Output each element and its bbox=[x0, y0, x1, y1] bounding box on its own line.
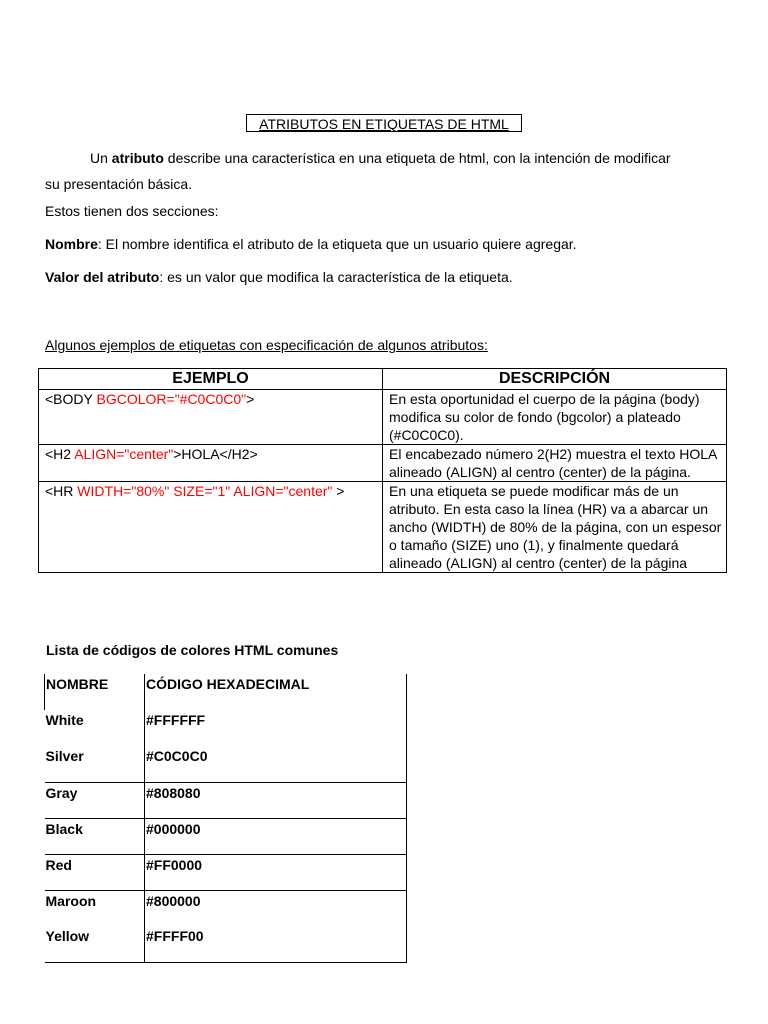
example-attribute: BGCOLOR="#C0C0C0" bbox=[96, 391, 247, 407]
colors-header-row bbox=[45, 674, 407, 710]
table-row bbox=[45, 854, 407, 890]
example-description-cell: En una etiqueta se puede modificar más de un atributo. En esta caso la línea (HR) va a abarcar un ancho (WIDTH) de 80% de la página, con un espesor o tamaño (SIZE) uno (1), y finalmente quedará alineado (ALIGN) al centro (center) de la página bbox=[383, 482, 727, 573]
intro-line-2: su presentación básica. bbox=[45, 176, 193, 192]
intro-line-1 bbox=[90, 149, 671, 167]
colors-header-codigo: CÓDIGO HEXADECIMAL bbox=[145, 674, 407, 710]
example-tag-open: <BODY bbox=[45, 391, 97, 407]
example-code-cell bbox=[39, 445, 383, 482]
nombre-text: : El nombre identifica el atributo de la etiqueta que un usuario quiere agregar. bbox=[97, 236, 577, 252]
table-row bbox=[45, 710, 407, 746]
color-code-cell: #FF0000 bbox=[145, 854, 407, 890]
color-code-cell: #FFFFFF bbox=[145, 710, 407, 746]
sections-line: Estos tienen dos secciones: bbox=[45, 203, 219, 219]
colors-table bbox=[44, 674, 407, 963]
example-code-cell bbox=[39, 482, 383, 573]
table-row bbox=[39, 445, 727, 482]
table-row bbox=[45, 926, 407, 962]
table-row bbox=[39, 390, 727, 445]
table-row bbox=[45, 746, 407, 782]
examples-header-ejemplo: EJEMPLO bbox=[39, 369, 383, 390]
example-attribute: WIDTH="80%" SIZE="1" ALIGN="center" bbox=[77, 483, 333, 499]
color-name-cell: Red bbox=[45, 854, 145, 890]
color-code-cell: #C0C0C0 bbox=[145, 746, 407, 782]
intro-suffix: describe una característica en una etiqueta de html, con la intención de modificar bbox=[163, 150, 671, 166]
document-title: ATRIBUTOS EN ETIQUETAS DE HTML bbox=[246, 114, 522, 132]
colors-header-nombre: NOMBRE bbox=[45, 674, 145, 710]
color-name-cell: Silver bbox=[45, 746, 145, 782]
color-code-cell: #800000 bbox=[145, 890, 407, 926]
nombre-label: Nombre bbox=[45, 236, 98, 252]
color-name-cell: Gray bbox=[45, 782, 145, 818]
color-name-cell: White bbox=[45, 712, 84, 728]
intro-bold-term: atributo bbox=[111, 150, 164, 166]
color-code-cell: #000000 bbox=[145, 818, 407, 854]
example-tag-close: > bbox=[332, 483, 345, 499]
color-name-cell: Maroon bbox=[45, 892, 97, 909]
table-row bbox=[45, 890, 407, 926]
color-code-cell: #808080 bbox=[145, 782, 407, 818]
example-code-cell bbox=[39, 390, 383, 445]
valor-label: Valor del atributo bbox=[45, 269, 160, 285]
example-attribute: ALIGN="center" bbox=[74, 446, 174, 462]
nombre-definition bbox=[45, 235, 577, 253]
table-row bbox=[45, 782, 407, 818]
valor-text: : es un valor que modifica la característica de la etiqueta. bbox=[159, 269, 513, 285]
example-tag-open: <HR bbox=[45, 483, 78, 499]
table-row bbox=[39, 482, 727, 573]
example-tag-close: >HOLA</H2> bbox=[173, 446, 258, 462]
intro-prefix: Un bbox=[90, 150, 112, 166]
colors-heading: Lista de códigos de colores HTML comunes bbox=[46, 642, 339, 658]
example-description-cell: El encabezado número 2(H2) muestra el texto HOLA alineado (ALIGN) al centro (center) de la página. bbox=[383, 445, 727, 482]
examples-table bbox=[38, 368, 727, 573]
table-row bbox=[45, 818, 407, 854]
example-tag-open: <H2 bbox=[45, 446, 75, 462]
example-description-cell: En esta oportunidad el cuerpo de la página (body) modifica su color de fondo (bgcolor) a plateado (#C0C0C0). bbox=[383, 390, 727, 445]
examples-header-descripcion: DESCRIPCIÓN bbox=[383, 369, 727, 390]
color-name-cell: Yellow bbox=[45, 926, 145, 962]
examples-heading: Algunos ejemplos de etiquetas con especificación de algunos atributos: bbox=[45, 337, 488, 353]
examples-header-row bbox=[39, 369, 727, 390]
color-code-cell: #FFFF00 bbox=[145, 926, 407, 962]
color-name-cell: Black bbox=[45, 818, 145, 854]
valor-definition bbox=[45, 268, 513, 286]
example-tag-close: > bbox=[246, 391, 255, 407]
